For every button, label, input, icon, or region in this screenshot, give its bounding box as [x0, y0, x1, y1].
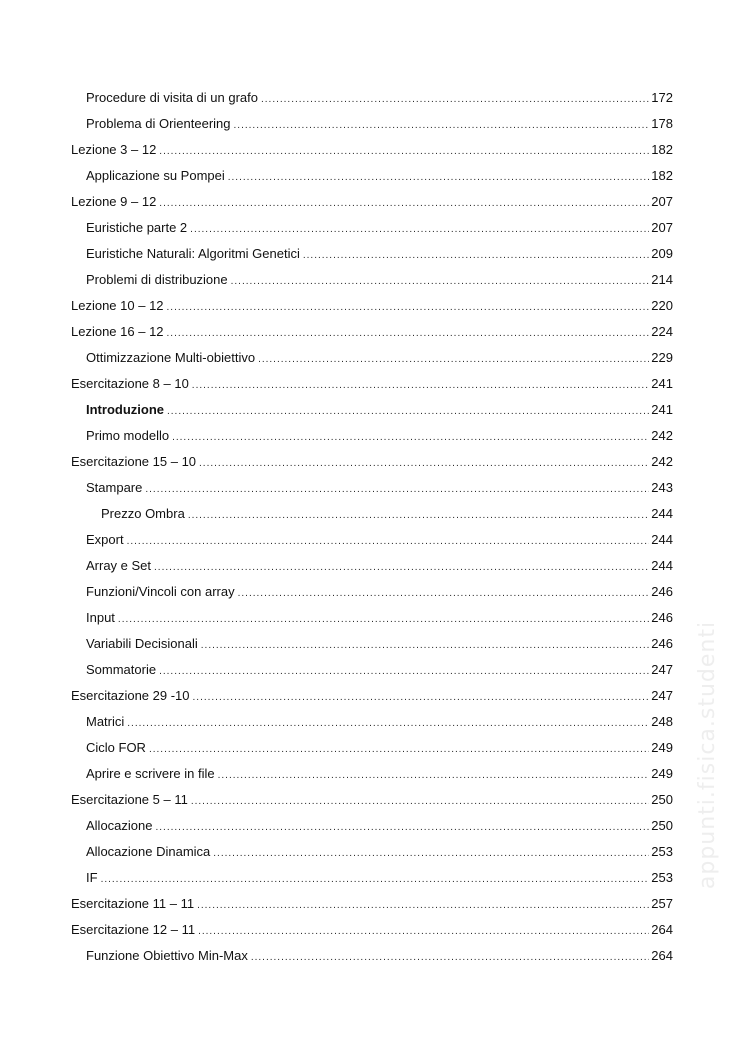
toc-entry[interactable]	[71, 85, 673, 111]
toc-dot-leader	[127, 529, 649, 555]
toc-entry-title: Esercitazione 15 – 10	[71, 454, 197, 469]
toc-entry-page-number: 244	[651, 506, 673, 521]
toc-entry-title: Lezione 16 – 12	[71, 324, 164, 339]
toc-entry[interactable]	[71, 605, 673, 631]
toc-entry-page-number: 264	[651, 922, 673, 937]
toc-entry[interactable]	[71, 709, 673, 735]
toc-entry-page-number: 214	[651, 272, 673, 287]
toc-dot-leader	[199, 451, 649, 477]
toc-entry-page-number: 172	[651, 90, 673, 105]
toc-entry-title: Applicazione su Pompei	[86, 168, 225, 183]
toc-entry-title: Euristiche Naturali: Algoritmi Genetici	[86, 246, 300, 261]
toc-entry[interactable]	[71, 787, 673, 813]
toc-entry[interactable]	[71, 371, 673, 397]
toc-entry-title: Export	[86, 532, 124, 547]
toc-entry[interactable]	[71, 215, 673, 241]
toc-dot-leader	[145, 477, 649, 503]
toc-entry[interactable]	[71, 579, 673, 605]
toc-dot-leader	[188, 503, 649, 529]
toc-entry-page-number: 229	[651, 350, 673, 365]
toc-entry[interactable]	[71, 917, 673, 943]
toc-entry[interactable]	[71, 241, 673, 267]
toc-entry-page-number: 253	[651, 870, 673, 885]
toc-dot-leader	[149, 737, 649, 763]
toc-entry-page-number: 249	[651, 740, 673, 755]
toc-entry-title: Input	[86, 610, 115, 625]
toc-entry-title: Procedure di visita di un grafo	[86, 90, 258, 105]
toc-entry-page-number: 207	[651, 194, 673, 209]
toc-entry-title: Sommatorie	[86, 662, 157, 677]
toc-entry[interactable]	[71, 267, 673, 293]
toc-dot-leader	[258, 347, 649, 373]
toc-entry[interactable]	[71, 735, 673, 761]
toc-entry[interactable]	[71, 345, 673, 371]
toc-entry-title: Problemi di distribuzione	[86, 272, 228, 287]
toc-dot-leader	[156, 815, 650, 841]
toc-entry-page-number: 248	[651, 714, 673, 729]
toc-entry-title: Allocazione	[86, 818, 153, 833]
toc-entry-page-number: 242	[651, 454, 673, 469]
toc-entry[interactable]	[71, 553, 673, 579]
toc-entry-title: Primo modello	[86, 428, 170, 443]
toc-entry-page-number: 253	[651, 844, 673, 859]
toc-entry-page-number: 257	[651, 896, 673, 911]
toc-entry-page-number: 246	[651, 610, 673, 625]
toc-entry[interactable]	[71, 423, 673, 449]
toc-entry-page-number: 178	[651, 116, 673, 131]
toc-entry-page-number: 220	[651, 298, 673, 313]
toc-entry-page-number: 249	[651, 766, 673, 781]
toc-dot-leader	[167, 399, 649, 425]
toc-entry[interactable]	[71, 137, 673, 163]
toc-dot-leader	[167, 321, 649, 347]
toc-dot-leader	[231, 269, 649, 295]
toc-entry[interactable]	[71, 839, 673, 865]
toc-entry-title: Esercitazione 5 – 11	[71, 792, 188, 807]
toc-entry[interactable]	[71, 865, 673, 891]
toc-entry-page-number: 241	[651, 402, 673, 417]
toc-dot-leader	[192, 373, 649, 399]
toc-dot-leader	[213, 841, 649, 867]
toc-entry[interactable]	[71, 813, 673, 839]
toc-entry[interactable]	[71, 111, 673, 137]
toc-dot-leader	[190, 217, 649, 243]
toc-entry-title: Lezione 10 – 12	[71, 298, 164, 313]
toc-dot-leader	[261, 87, 649, 113]
toc-entry-title: Prezzo Ombra	[101, 506, 185, 521]
toc-entry[interactable]	[71, 319, 673, 345]
toc-entry[interactable]	[71, 657, 673, 683]
toc-dot-leader	[198, 919, 649, 945]
toc-entry-title: Introduzione	[86, 402, 164, 417]
toc-entry-title: Esercitazione 12 – 11	[71, 922, 196, 937]
toc-dot-leader	[118, 607, 649, 633]
toc-entry-title: Esercitazione 11 – 11	[71, 896, 195, 911]
toc-entry-page-number: 250	[651, 818, 673, 833]
toc-entry-page-number: 246	[651, 584, 673, 599]
toc-entry-title: IF	[86, 870, 98, 885]
toc-entry-page-number: 250	[651, 792, 673, 807]
toc-dot-leader	[251, 945, 649, 971]
toc-entry[interactable]	[71, 501, 673, 527]
toc-entry-title: Ottimizzazione Multi-obiettivo	[86, 350, 256, 365]
toc-dot-leader	[201, 633, 649, 659]
toc-entry-page-number: 244	[651, 532, 673, 547]
toc-dot-leader	[159, 139, 649, 165]
toc-entry-title: Variabili Decisionali	[86, 636, 198, 651]
toc-dot-leader	[127, 711, 649, 737]
toc-entry-title: Matrici	[86, 714, 125, 729]
toc-dot-leader	[159, 191, 649, 217]
toc-entry-title: Funzioni/Vincoli con array	[86, 584, 235, 599]
table-of-contents	[71, 85, 673, 969]
toc-entry-title: Aprire e scrivere in file	[86, 766, 215, 781]
toc-entry-title: Stampare	[86, 480, 143, 495]
toc-entry-page-number: 182	[651, 168, 673, 183]
toc-entry-page-number: 247	[651, 688, 673, 703]
toc-entry[interactable]	[71, 163, 673, 189]
toc-entry[interactable]	[71, 943, 673, 969]
toc-dot-leader	[197, 893, 649, 919]
toc-entry-page-number: 182	[651, 142, 673, 157]
toc-dot-leader	[238, 581, 649, 607]
toc-entry-page-number: 207	[651, 220, 673, 235]
toc-entry-page-number: 246	[651, 636, 673, 651]
toc-dot-leader	[228, 165, 649, 191]
toc-dot-leader	[101, 867, 649, 893]
toc-entry-title: Funzione Obiettivo Min-Max	[86, 948, 248, 963]
toc-entry[interactable]	[71, 631, 673, 657]
toc-dot-leader	[167, 295, 649, 321]
toc-entry-title: Esercitazione 8 – 10	[71, 376, 189, 391]
toc-entry-title: Allocazione Dinamica	[86, 844, 211, 859]
toc-entry-title: Ciclo FOR	[86, 740, 146, 755]
toc-entry-page-number: 209	[651, 246, 673, 261]
toc-dot-leader	[218, 763, 649, 789]
toc-entry-title: Problema di Orienteering	[86, 116, 231, 131]
toc-entry-page-number: 264	[651, 948, 673, 963]
toc-dot-leader	[193, 685, 649, 711]
toc-entry-title: Euristiche parte 2	[86, 220, 188, 235]
toc-entry-page-number: 247	[651, 662, 673, 677]
toc-dot-leader	[303, 243, 649, 269]
toc-dot-leader	[154, 555, 649, 581]
toc-entry[interactable]	[71, 449, 673, 475]
toc-dot-leader	[234, 113, 649, 139]
toc-entry[interactable]	[71, 891, 673, 917]
toc-entry-page-number: 244	[651, 558, 673, 573]
toc-entry-page-number: 243	[651, 480, 673, 495]
toc-entry-title: Esercitazione 29 -10	[71, 688, 190, 703]
toc-entry[interactable]	[71, 761, 673, 787]
toc-dot-leader	[191, 789, 649, 815]
toc-entry-title: Lezione 9 – 12	[71, 194, 157, 209]
toc-entry-page-number: 241	[651, 376, 673, 391]
toc-entry-page-number: 242	[651, 428, 673, 443]
toc-dot-leader	[159, 659, 649, 685]
toc-entry[interactable]	[71, 293, 673, 319]
toc-entry[interactable]	[71, 189, 673, 215]
toc-entry[interactable]	[71, 527, 673, 553]
watermark: appunti.fisica.studenti	[695, 620, 720, 890]
toc-entry[interactable]	[71, 683, 673, 709]
toc-dot-leader	[172, 425, 649, 451]
toc-entry-page-number: 224	[651, 324, 673, 339]
toc-entry-title: Lezione 3 – 12	[71, 142, 157, 157]
toc-entry[interactable]	[71, 475, 673, 501]
toc-entry[interactable]	[71, 397, 673, 423]
toc-entry-title: Array e Set	[86, 558, 152, 573]
